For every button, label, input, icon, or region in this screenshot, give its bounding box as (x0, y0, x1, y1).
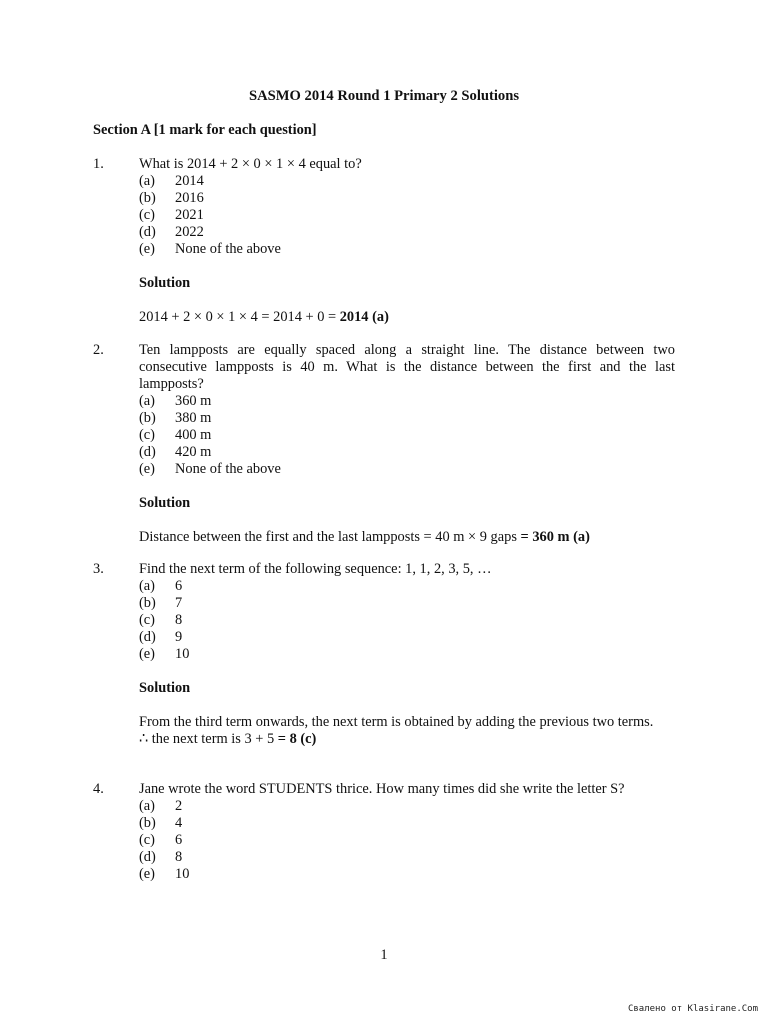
option: (e) 10 (139, 866, 190, 882)
solution-text: Distance between the first and the last lampposts = 40 m × 9 gaps = 360 m (a) (139, 529, 590, 545)
option: (c) 400 m (139, 427, 212, 443)
option: (e) None of the above (139, 461, 281, 477)
solution-conclusion: ∴ the next term is 3 + 5 = 8 (c) (139, 731, 317, 747)
option: (d) 2022 (139, 224, 204, 240)
option: (d) 420 m (139, 444, 212, 460)
question-3 (93, 561, 675, 748)
options-list (139, 393, 675, 478)
source-credit: Свалено от Klasirane.Com (627, 1004, 758, 1014)
question-text: Ten lampposts are equally spaced along a straight line. The distance between two consecutive lampposts is 40 m. What is the distance between the first and the last lampposts? (139, 342, 675, 392)
options-list (139, 578, 675, 663)
question-2 (93, 342, 675, 546)
option: (d) 8 (139, 849, 183, 865)
option: (a) 360 m (139, 393, 212, 409)
section-heading: Section A [1 mark for each question] (93, 122, 317, 138)
question-number: 4. (93, 781, 104, 797)
solution-answer: = 8 (c) (277, 731, 317, 747)
option: (b) 4 (139, 815, 183, 831)
solution-heading: Solution (139, 495, 191, 511)
question-1 (93, 156, 675, 326)
option: (b) 2016 (139, 190, 204, 206)
options-list (139, 798, 675, 883)
question-text: Find the next term of the following sequence: 1, 1, 2, 3, 5, … (139, 561, 492, 577)
question-text: What is 2014 + 2 × 0 × 1 × 4 equal to? (139, 156, 362, 172)
solution-text: 2014 + 2 × 0 × 1 × 4 = 2014 + 0 = 2014 (a) (139, 309, 389, 325)
question-text: Jane wrote the word STUDENTS thrice. How many times did she write the letter S? (139, 781, 625, 797)
solution-answer: = 360 m (a) (520, 529, 590, 545)
solution-text: From the third term onwards, the next term is obtained by adding the previous two terms. (139, 714, 654, 730)
option: (b) 380 m (139, 410, 212, 426)
option: (a) 2014 (139, 173, 204, 189)
page-number: 1 (380, 947, 388, 963)
question-number: 3. (93, 561, 104, 577)
option: (b) 7 (139, 595, 183, 611)
solution-answer: 2014 (a) (339, 309, 389, 325)
question-number: 2. (93, 342, 104, 358)
option: (e) None of the above (139, 241, 281, 257)
question-number: 1. (93, 156, 104, 172)
option: (a) 6 (139, 578, 183, 594)
option: (c) 6 (139, 832, 183, 848)
page-title: SASMO 2014 Round 1 Primary 2 Solutions (248, 88, 520, 104)
solution-heading: Solution (139, 275, 191, 291)
option: (e) 10 (139, 646, 190, 662)
option: (d) 9 (139, 629, 183, 645)
option: (c) 8 (139, 612, 183, 628)
option: (a) 2 (139, 798, 183, 814)
option: (c) 2021 (139, 207, 204, 223)
solution-heading: Solution (139, 680, 191, 696)
options-list (139, 173, 675, 258)
question-4 (93, 781, 675, 883)
